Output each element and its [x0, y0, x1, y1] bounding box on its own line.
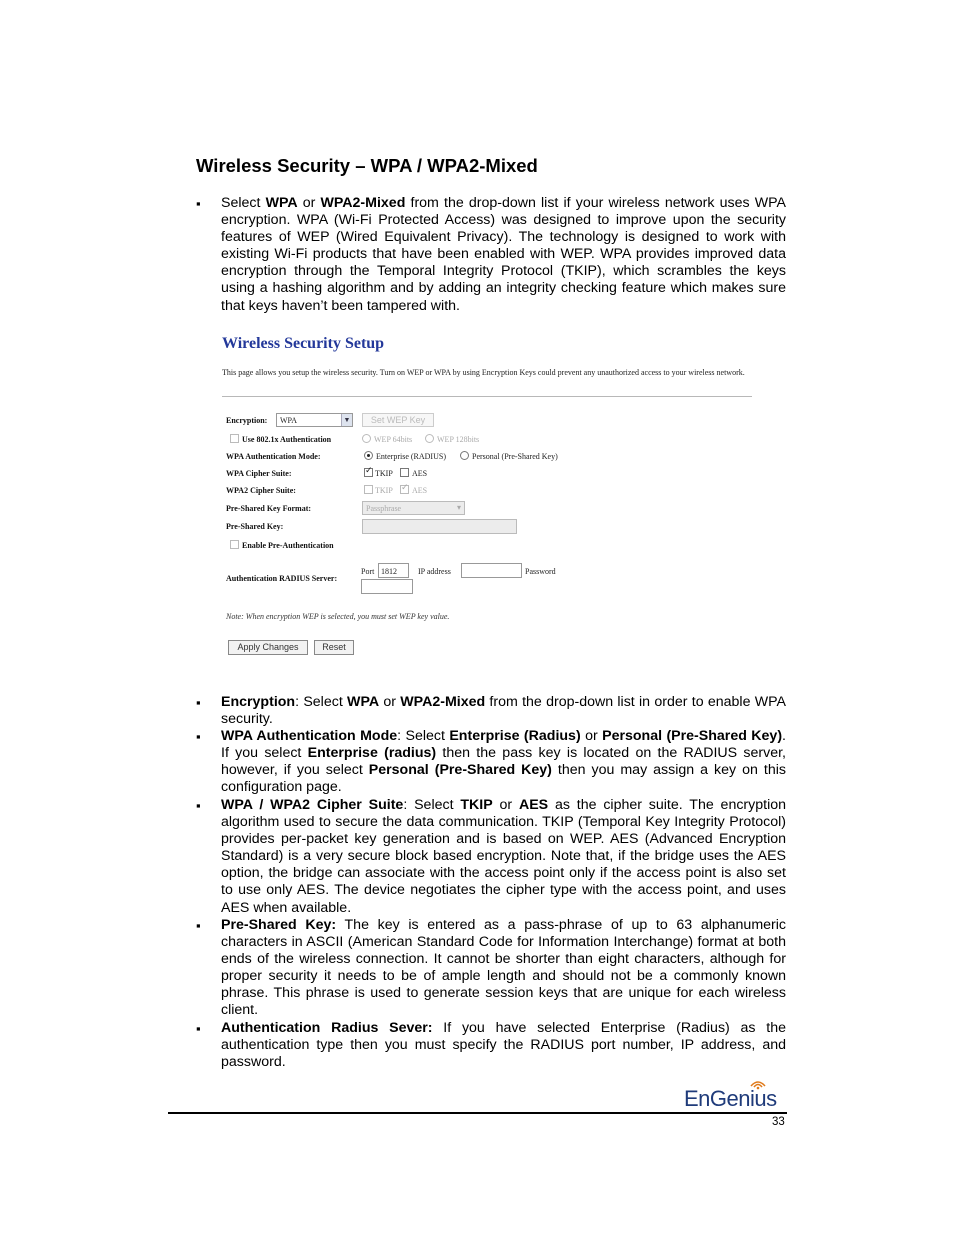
- encryption-select[interactable]: [276, 413, 353, 427]
- wpa-aes-checkbox[interactable]: [400, 468, 409, 477]
- auth-mode-paragraph: WPA Authentication Mode: Select Enterprise (Radius) or Personal (Pre-Shared Key). If you select Enterprise (radius) then the pass key is located on the RADIUS server, however, if you select Personal (Pre-Shared Key) then you may assign a key on this configuration page.: [221, 728, 786, 796]
- wpa2-tkip-label: TKIP: [375, 486, 393, 495]
- bullet-marker: ▪: [196, 196, 201, 211]
- screenshot-title: Wireless Security Setup: [222, 335, 385, 352]
- encryption-paragraph: Encryption: Select WPA or WPA2-Mixed from the drop-down list in order to enable WPA security.: [221, 694, 787, 728]
- encryption-label: Encryption:: [226, 416, 268, 425]
- psk-format-select-value: Passphrase: [366, 504, 402, 513]
- wep64-radio[interactable]: [362, 434, 371, 443]
- page-number: 33: [772, 1116, 785, 1128]
- wpa2-aes-label: AES: [412, 486, 428, 495]
- divider: [222, 396, 752, 397]
- radius-port-value: 1812: [381, 567, 397, 576]
- radius-label: Authentication RADIUS Server:: [226, 574, 338, 583]
- wpa-aes-label: AES: [412, 469, 428, 478]
- wpa-tkip-label: TKIP: [375, 469, 393, 478]
- use-8021x-label: Use 802.1x Authentication: [242, 435, 332, 444]
- apply-changes-button[interactable]: Apply Changes: [228, 640, 308, 655]
- wpa-auth-mode-label: WPA Authentication Mode:: [226, 452, 321, 461]
- password-label: Password: [525, 567, 556, 576]
- psk-paragraph: Pre-Shared Key: The key is entered as a pass-phrase of up to 63 alphanumeric characters in ASCII (American Standard Code for Information Interchange) format at both ends of the wireless connection. It cannot be shorter than eight characters, although for proper security it needs to be of ample length and should not be a commonly known phrase. This phrase is used to generate session keys that are unique for each wireless client.: [221, 917, 787, 1019]
- psk-input[interactable]: [362, 519, 517, 534]
- port-label: Port: [361, 567, 375, 576]
- chevron-down-icon: ▾: [456, 503, 461, 512]
- wireless-security-setup-screenshot: [222, 330, 757, 665]
- personal-label: Personal (Pre-Shared Key): [472, 452, 558, 461]
- wep128-label: WEP 128bits: [437, 435, 480, 444]
- wep128-radio[interactable]: [425, 434, 434, 443]
- bullet-marker: ▪: [196, 695, 201, 710]
- wpa-tkip-checkbox[interactable]: [364, 468, 373, 477]
- set-wep-key-button[interactable]: Set WEP Key: [362, 413, 434, 427]
- screenshot-description: This page allows you setup the wireless security. Turn on WEP or WPA by using Encryption Keys could prevent any unauthorized access to your wireless network.: [222, 368, 745, 377]
- intro-paragraph: Select WPA or WPA2-Mixed from the drop-down list if your wireless network uses WPA encryption. WPA (Wi-Fi Protected Access) was designed to improve upon the security features of WEP (Wired Equivalent Privacy). The technology is designed to work with existing Wi-Fi products that have been enabled with WEP. WPA provides improved data encryption through the Temporal Integrity Protocol (TKIP), which scrambles the keys using a hashing algorithm and by adding an integrity checking feature which makes sure that keys haven’t been tampered with.: [221, 195, 786, 314]
- engenius-logo: [684, 1080, 788, 1112]
- wpa2-cipher-label: WPA2 Cipher Suite:: [226, 486, 296, 495]
- enterprise-label: Enterprise (RADIUS): [376, 452, 446, 461]
- bullet-marker: ▪: [196, 798, 201, 813]
- radius-paragraph: Authentication Radius Sever: If you have selected Enterprise (Radius) as the authentication type then you must specify the RADIUS port number, IP address, and password.: [221, 1020, 786, 1071]
- section-heading: Wireless Security – WPA / WPA2-Mixed: [196, 155, 538, 176]
- radius-password-input[interactable]: [361, 579, 413, 594]
- wpa2-tkip-checkbox[interactable]: [364, 485, 373, 494]
- encryption-select-value: WPA: [280, 416, 298, 425]
- personal-radio[interactable]: [460, 451, 469, 460]
- psk-format-label: Pre-Shared Key Format:: [226, 504, 312, 513]
- footer-rule: [168, 1112, 787, 1114]
- bullet-marker: ▪: [196, 729, 201, 744]
- reset-button[interactable]: Reset: [314, 640, 354, 655]
- use-8021x-checkbox[interactable]: [230, 434, 239, 443]
- cipher-paragraph: WPA / WPA2 Cipher Suite: Select TKIP or AES as the cipher suite. The encryption algorithm used to secure the data communication. TKIP (Temporal Key Integrity Protocol) provides per-packet key generation and is based on WEP. AES (Advanced Encryption Standard) is a very secure block based encryption. Note that, if the bridge uses the AES option, the bridge can associate with the access point only if the access point is also set to use only AES. The device negotiates the cipher type with the access point, and uses AES when available.: [221, 797, 787, 916]
- wep64-label: WEP 64bits: [374, 435, 413, 444]
- psk-format-select[interactable]: [362, 501, 465, 515]
- bullet-marker: ▪: [196, 1021, 201, 1036]
- wep-note: Note: When encryption WEP is selected, you must set WEP key value.: [226, 612, 450, 621]
- psk-label: Pre-Shared Key:: [226, 522, 284, 531]
- enterprise-radio[interactable]: [364, 451, 373, 460]
- wpa2-aes-checkbox[interactable]: [400, 485, 409, 494]
- pre-auth-checkbox[interactable]: [230, 540, 239, 549]
- ip-address-label: IP address: [418, 567, 451, 576]
- radius-ip-input[interactable]: [461, 563, 522, 578]
- pre-auth-label: Enable Pre-Authentication: [242, 541, 334, 550]
- wpa-cipher-label: WPA Cipher Suite:: [226, 469, 292, 478]
- logo-text: EnGenius: [684, 1086, 777, 1111]
- bullet-marker: ▪: [196, 918, 201, 933]
- chevron-down-icon: ▼: [341, 414, 352, 426]
- radius-port-input[interactable]: [378, 563, 409, 578]
